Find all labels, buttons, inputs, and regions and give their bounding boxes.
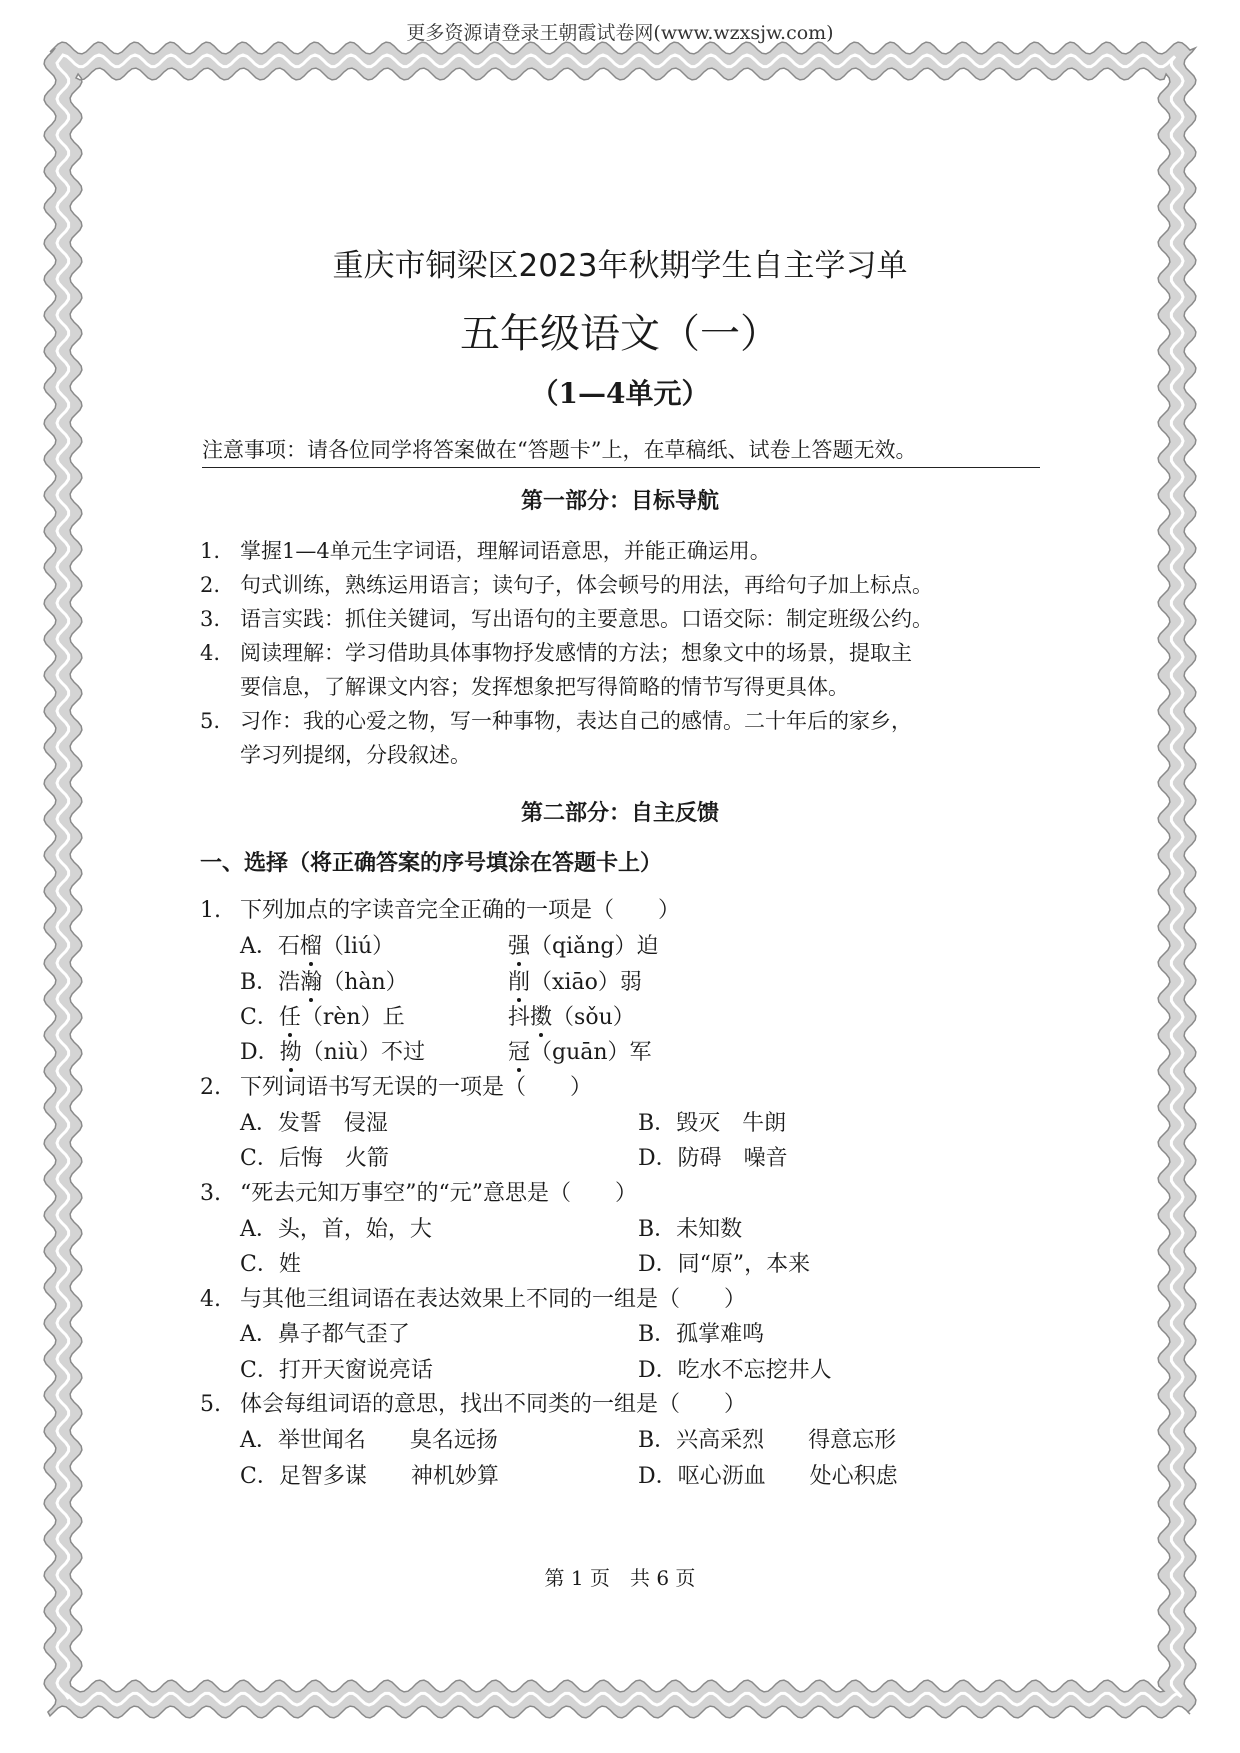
question-number: 1. — [200, 898, 221, 923]
top-resource-notice: 更多资源请登录王朝霞试卷网(www.wzxsjw.com) — [406, 22, 834, 44]
option-text: 吃水不忘挖井人 — [677, 1358, 832, 1383]
option-text: 呕心沥血 处心积虑 — [677, 1464, 898, 1489]
option-text: （hàn） — [322, 970, 408, 995]
option-text: 后悔 火箭 — [278, 1146, 389, 1171]
option-a — [240, 1317, 410, 1348]
option-label: C． — [240, 1146, 279, 1171]
question-text: 与其他三组词语在表达效果上不同的一组是（ ） — [240, 1287, 747, 1312]
question-stem — [200, 893, 680, 924]
exam-notice: 注意事项：请各位同学将答案做在“答题卡”上，在草稿纸、试卷上答题无效。 — [202, 434, 1040, 468]
goal-item — [200, 636, 1050, 704]
goal-item — [200, 704, 1050, 772]
option-text: （rèn）丘 — [300, 1005, 405, 1030]
question-number: 2. — [200, 1075, 221, 1100]
page-number-footer: 第 1 页 共 6 页 — [544, 1566, 696, 1590]
page-title: 重庆市铜梁区2023年秋期学生自主学习单 — [332, 248, 908, 284]
option-text: （guān）军 — [530, 1040, 652, 1065]
goal-number: 5. — [200, 709, 221, 733]
option-b — [638, 1212, 742, 1243]
option-a-second — [508, 929, 659, 960]
goal-item — [200, 602, 1050, 636]
option-label: C． — [240, 1252, 279, 1277]
option-d — [638, 1353, 832, 1384]
dotted-character: 瀚 — [300, 970, 323, 995]
option-label: B． — [240, 970, 279, 995]
option-d — [240, 1035, 425, 1066]
question-text: “死去元知万事空”的“元”意思是（ ） — [240, 1181, 637, 1206]
option-text: 石 — [277, 934, 300, 959]
option-text: （xiāo）弱 — [530, 970, 642, 995]
option-label: B． — [638, 1111, 677, 1136]
option-a — [240, 929, 394, 960]
option-label: D． — [638, 1464, 678, 1489]
dotted-character: 任 — [278, 1005, 301, 1030]
goal-number: 2. — [200, 573, 221, 597]
option-c — [240, 1247, 301, 1278]
goal-text-continued: 学习列提纲，分段叙述。 — [240, 743, 471, 767]
option-c — [240, 1459, 499, 1490]
option-label: D． — [240, 1040, 280, 1065]
option-text: 发誓 侵湿 — [277, 1111, 388, 1136]
option-d — [638, 1459, 898, 1490]
part2-heading: 第二部分：自主反馈 — [520, 801, 719, 826]
option-b — [638, 1423, 896, 1454]
option-text: 鼻子都气歪了 — [277, 1322, 410, 1347]
option-label: D． — [638, 1358, 678, 1383]
goal-item — [200, 534, 1050, 568]
option-text: 举世闻名 臭名远扬 — [277, 1428, 498, 1453]
question-number: 3. — [200, 1181, 221, 1206]
option-label: B． — [638, 1428, 677, 1453]
option-text: 孤掌难鸣 — [676, 1322, 765, 1347]
option-text: 未知数 — [676, 1217, 743, 1242]
option-d — [638, 1247, 810, 1278]
option-text: 足智多谋 神机妙算 — [278, 1464, 499, 1489]
option-label: A． — [240, 1111, 278, 1136]
part1-heading: 第一部分：目标导航 — [520, 489, 719, 514]
option-text: 抖 — [508, 1005, 531, 1030]
question-stem — [200, 1176, 637, 1207]
goal-number: 4. — [200, 641, 221, 665]
goal-text: 句式训练，熟练运用语言；读句子，体会顿号的用法，再给句子加上标点。 — [240, 573, 933, 597]
option-label: A． — [240, 1217, 278, 1242]
dotted-character: 削 — [508, 970, 531, 995]
dotted-character: 冠 — [508, 1040, 531, 1065]
question-stem — [200, 1387, 746, 1418]
exam-subtitle: 五年级语文（一） — [460, 311, 780, 357]
dotted-character: 强 — [508, 934, 531, 959]
dotted-character: 擞 — [530, 1005, 553, 1030]
option-d-second — [508, 1035, 652, 1066]
option-a — [240, 1212, 432, 1243]
option-d — [638, 1141, 788, 1172]
option-label: C． — [240, 1005, 279, 1030]
option-c — [240, 1141, 389, 1172]
goal-item — [200, 568, 1050, 602]
option-text: 打开天窗说亮话 — [278, 1358, 433, 1383]
option-label: C． — [240, 1358, 279, 1383]
question-number: 5. — [200, 1392, 221, 1417]
question-stem — [200, 1282, 746, 1313]
question-text: 下列加点的字读音完全正确的一项是（ ） — [240, 898, 681, 923]
option-b — [240, 965, 408, 996]
option-label: A． — [240, 1322, 278, 1347]
goal-text: 掌握1—4单元生字词语，理解词语意思，并能正确运用。 — [240, 539, 771, 563]
option-text: （sǒu） — [552, 1005, 635, 1030]
option-label: C． — [240, 1464, 279, 1489]
option-c — [240, 1353, 433, 1384]
option-b — [638, 1106, 786, 1137]
dotted-character: 拗 — [279, 1040, 302, 1065]
option-label: A． — [240, 1428, 278, 1453]
unit-range: （1—4单元） — [530, 377, 710, 410]
option-b-second — [508, 965, 642, 996]
option-label: D． — [638, 1146, 678, 1171]
option-text: （niù）不过 — [301, 1040, 426, 1065]
option-text: 兴高采烈 得意忘形 — [676, 1428, 897, 1453]
goal-text-continued: 要信息，了解课文内容；发挥想象把写得简略的情节写得更具体。 — [240, 675, 849, 699]
frame-border — [44, 42, 1196, 1718]
option-text: 毁灭 牛朗 — [676, 1111, 787, 1136]
option-c-second — [508, 1000, 635, 1031]
question-stem — [200, 1070, 592, 1101]
option-text: 头，首，始，大 — [277, 1217, 432, 1242]
option-text: 姓 — [278, 1252, 301, 1277]
option-b — [638, 1317, 764, 1348]
question-text: 体会每组词语的意思，找出不同类的一组是（ ） — [240, 1392, 747, 1417]
goal-text: 习作：我的心爱之物，写一种事物，表达自己的感情。二十年后的家乡， — [240, 709, 912, 733]
option-label: D． — [638, 1252, 678, 1277]
option-text: （liú） — [321, 934, 395, 959]
question-number: 4. — [200, 1287, 221, 1312]
option-text: 浩 — [278, 970, 301, 995]
option-a — [240, 1106, 388, 1137]
option-label: B． — [638, 1217, 677, 1242]
option-text: 防碍 噪音 — [677, 1146, 788, 1171]
option-text: 同“原”，本来 — [677, 1252, 811, 1277]
option-c — [240, 1000, 405, 1031]
option-a — [240, 1423, 498, 1454]
goal-text: 语言实践：抓住关键词，写出语句的主要意思。口语交际：制定班级公约。 — [240, 607, 933, 631]
goal-text: 阅读理解：学习借助具体事物抒发感情的方法；想象文中的场景，提取主 — [240, 641, 912, 665]
goal-number: 1. — [200, 539, 221, 563]
option-text: （qiǎng）迫 — [530, 934, 659, 959]
option-label: B． — [638, 1322, 677, 1347]
question-text: 下列词语书写无误的一项是（ ） — [240, 1075, 593, 1100]
section1-heading: 一、选择（将正确答案的序号填涂在答题卡上） — [200, 851, 663, 876]
dotted-character: 榴 — [299, 934, 322, 959]
option-label: A． — [240, 934, 278, 959]
goal-number: 3. — [200, 607, 221, 631]
